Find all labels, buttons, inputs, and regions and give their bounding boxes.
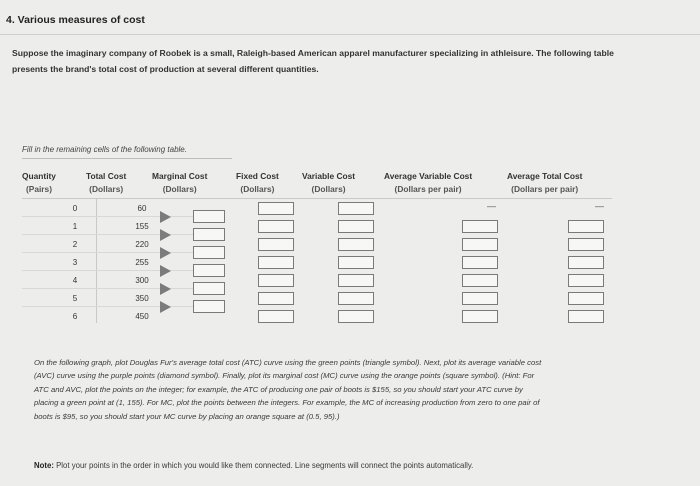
atc-input[interactable] <box>568 220 604 233</box>
variable-cost-input[interactable] <box>338 256 374 269</box>
header-marginal-cost-unit: (Dollars) <box>162 184 197 194</box>
quantity-cell: 5 <box>72 294 78 303</box>
quantity-cell: 0 <box>72 204 78 213</box>
atc-input[interactable] <box>568 274 604 287</box>
header-fixed-cost <box>236 170 279 196</box>
graph-instructions-line: ATC and AVC, plot the points on the integer; for example, the ATC of producing one pair of boots is $155, so you should start your ATC curve by <box>34 384 523 394</box>
marginal-cost-input[interactable] <box>193 300 225 313</box>
row-divider <box>22 306 202 307</box>
row-divider <box>22 252 202 253</box>
total-cost-cell: 350 <box>135 294 149 303</box>
avc-input[interactable] <box>462 256 498 269</box>
note <box>34 461 684 470</box>
atc-input[interactable] <box>568 256 604 269</box>
graph-instructions-line: (AVC) curve using the purple points (diamond symbol). Finally, plot its marginal cost (MC) curve using the orange points (square symbol). (Hint: For <box>34 371 535 381</box>
marginal-arrow-icon <box>160 229 171 241</box>
marginal-arrow-icon <box>160 211 171 223</box>
graph-instructions-line: placing a green point at (1, 155). For MC, plot the points between the integers. For example, the MC of increasing production from zero to one pair of <box>34 398 540 408</box>
fixed-cost-input[interactable] <box>258 238 294 251</box>
marginal-cost-input[interactable] <box>193 246 225 259</box>
intro-line-1: Suppose the imaginary company of Roobek is a small, Raleigh-based American apparel manufacturer specializing in athleisure. The following table <box>12 48 614 58</box>
fixed-cost-input[interactable] <box>258 256 294 269</box>
total-cost-cell: 155 <box>135 222 149 231</box>
row-divider <box>22 234 202 235</box>
header-marginal-cost-name: Marginal Cost <box>152 171 208 181</box>
intro-text <box>12 45 682 77</box>
avc-input[interactable] <box>462 238 498 251</box>
quantity-cell: 3 <box>72 258 78 267</box>
variable-cost-input[interactable] <box>338 310 374 323</box>
fixed-cost-input[interactable] <box>258 274 294 287</box>
header-variable-cost-unit: (Dollars) <box>311 184 346 194</box>
total-cost-cell: 300 <box>135 276 149 285</box>
variable-cost-input[interactable] <box>338 220 374 233</box>
graph-instructions <box>34 356 684 423</box>
header-fixed-cost-name: Fixed Cost <box>236 171 279 181</box>
total-cost-cell: 255 <box>135 258 149 267</box>
note-text: Plot your points in the order in which you would like them connected. Line segments will connect the points automatically. <box>56 461 474 470</box>
header-variable-cost <box>302 170 355 196</box>
fixed-cost-input[interactable] <box>258 220 294 233</box>
header-average-variable-cost <box>384 170 472 196</box>
avc-input[interactable] <box>462 220 498 233</box>
atc-dash: — <box>595 201 604 211</box>
header-divider <box>0 34 700 35</box>
variable-cost-input[interactable] <box>338 292 374 305</box>
marginal-cost-input[interactable] <box>193 228 225 241</box>
quantity-cell: 4 <box>72 276 78 285</box>
atc-input[interactable] <box>568 292 604 305</box>
row-divider <box>22 270 202 271</box>
note-label: Note: <box>34 461 54 470</box>
atc-input[interactable] <box>568 310 604 323</box>
total-cost-cell: 220 <box>135 240 149 249</box>
header-fixed-cost-unit: (Dollars) <box>240 184 275 194</box>
marginal-cost-input[interactable] <box>193 264 225 277</box>
header-total-cost-unit: (Dollars) <box>89 184 124 194</box>
header-marginal-cost <box>152 170 207 196</box>
table-header-rule <box>22 198 612 199</box>
row-divider <box>22 216 202 217</box>
variable-cost-input[interactable] <box>338 202 374 215</box>
marginal-arrow-icon <box>160 283 171 295</box>
marginal-arrow-icon <box>160 265 171 277</box>
total-cost-cell: 60 <box>137 204 147 213</box>
graph-instructions-line: boots is $95, so you should start your MC curve by placing an orange square at (0.5, 95).) <box>34 411 340 421</box>
instruction-underline <box>22 158 232 159</box>
fixed-cost-input[interactable] <box>258 292 294 305</box>
total-cost-cell: 450 <box>135 312 149 321</box>
header-total-cost-name: Total Cost <box>86 171 127 181</box>
marginal-cost-input[interactable] <box>193 210 225 223</box>
quantity-cell: 1 <box>72 222 78 231</box>
header-average-total-cost <box>507 170 582 196</box>
avc-input[interactable] <box>462 310 498 323</box>
avc-input[interactable] <box>462 292 498 305</box>
header-avc-unit: (Dollars per pair) <box>394 184 462 194</box>
avc-dash: — <box>487 201 496 211</box>
header-variable-cost-name: Variable Cost <box>302 171 356 181</box>
section-title: 4. Various measures of cost <box>6 14 145 26</box>
header-quantity <box>22 170 56 196</box>
header-atc-unit: (Dollars per pair) <box>511 184 579 194</box>
fixed-cost-input[interactable] <box>258 202 294 215</box>
fixed-cost-input[interactable] <box>258 310 294 323</box>
graph-instructions-line: On the following graph, plot Douglas Fur's average total cost (ATC) curve using the green points (triangle symbol). Next, plot its average variable cost <box>34 358 542 367</box>
quantity-cell: 6 <box>72 312 78 321</box>
avc-input[interactable] <box>462 274 498 287</box>
marginal-arrow-icon <box>160 247 171 259</box>
marginal-cost-input[interactable] <box>193 282 225 295</box>
variable-cost-input[interactable] <box>338 238 374 251</box>
header-total-cost <box>86 170 126 196</box>
table-instruction: Fill in the remaining cells of the following table. <box>22 145 187 154</box>
header-quantity-unit: (Pairs) <box>25 184 53 194</box>
atc-input[interactable] <box>568 238 604 251</box>
variable-cost-input[interactable] <box>338 274 374 287</box>
header-quantity-name: Quantity <box>22 171 56 181</box>
header-avc-name: Average Variable Cost <box>384 171 473 181</box>
intro-line-2: presents the brand's total cost of production at several different quantities. <box>12 64 319 74</box>
marginal-arrow-icon <box>160 301 171 313</box>
quantity-cell: 2 <box>72 240 78 249</box>
row-divider <box>22 288 202 289</box>
header-atc-name: Average Total Cost <box>507 171 583 181</box>
